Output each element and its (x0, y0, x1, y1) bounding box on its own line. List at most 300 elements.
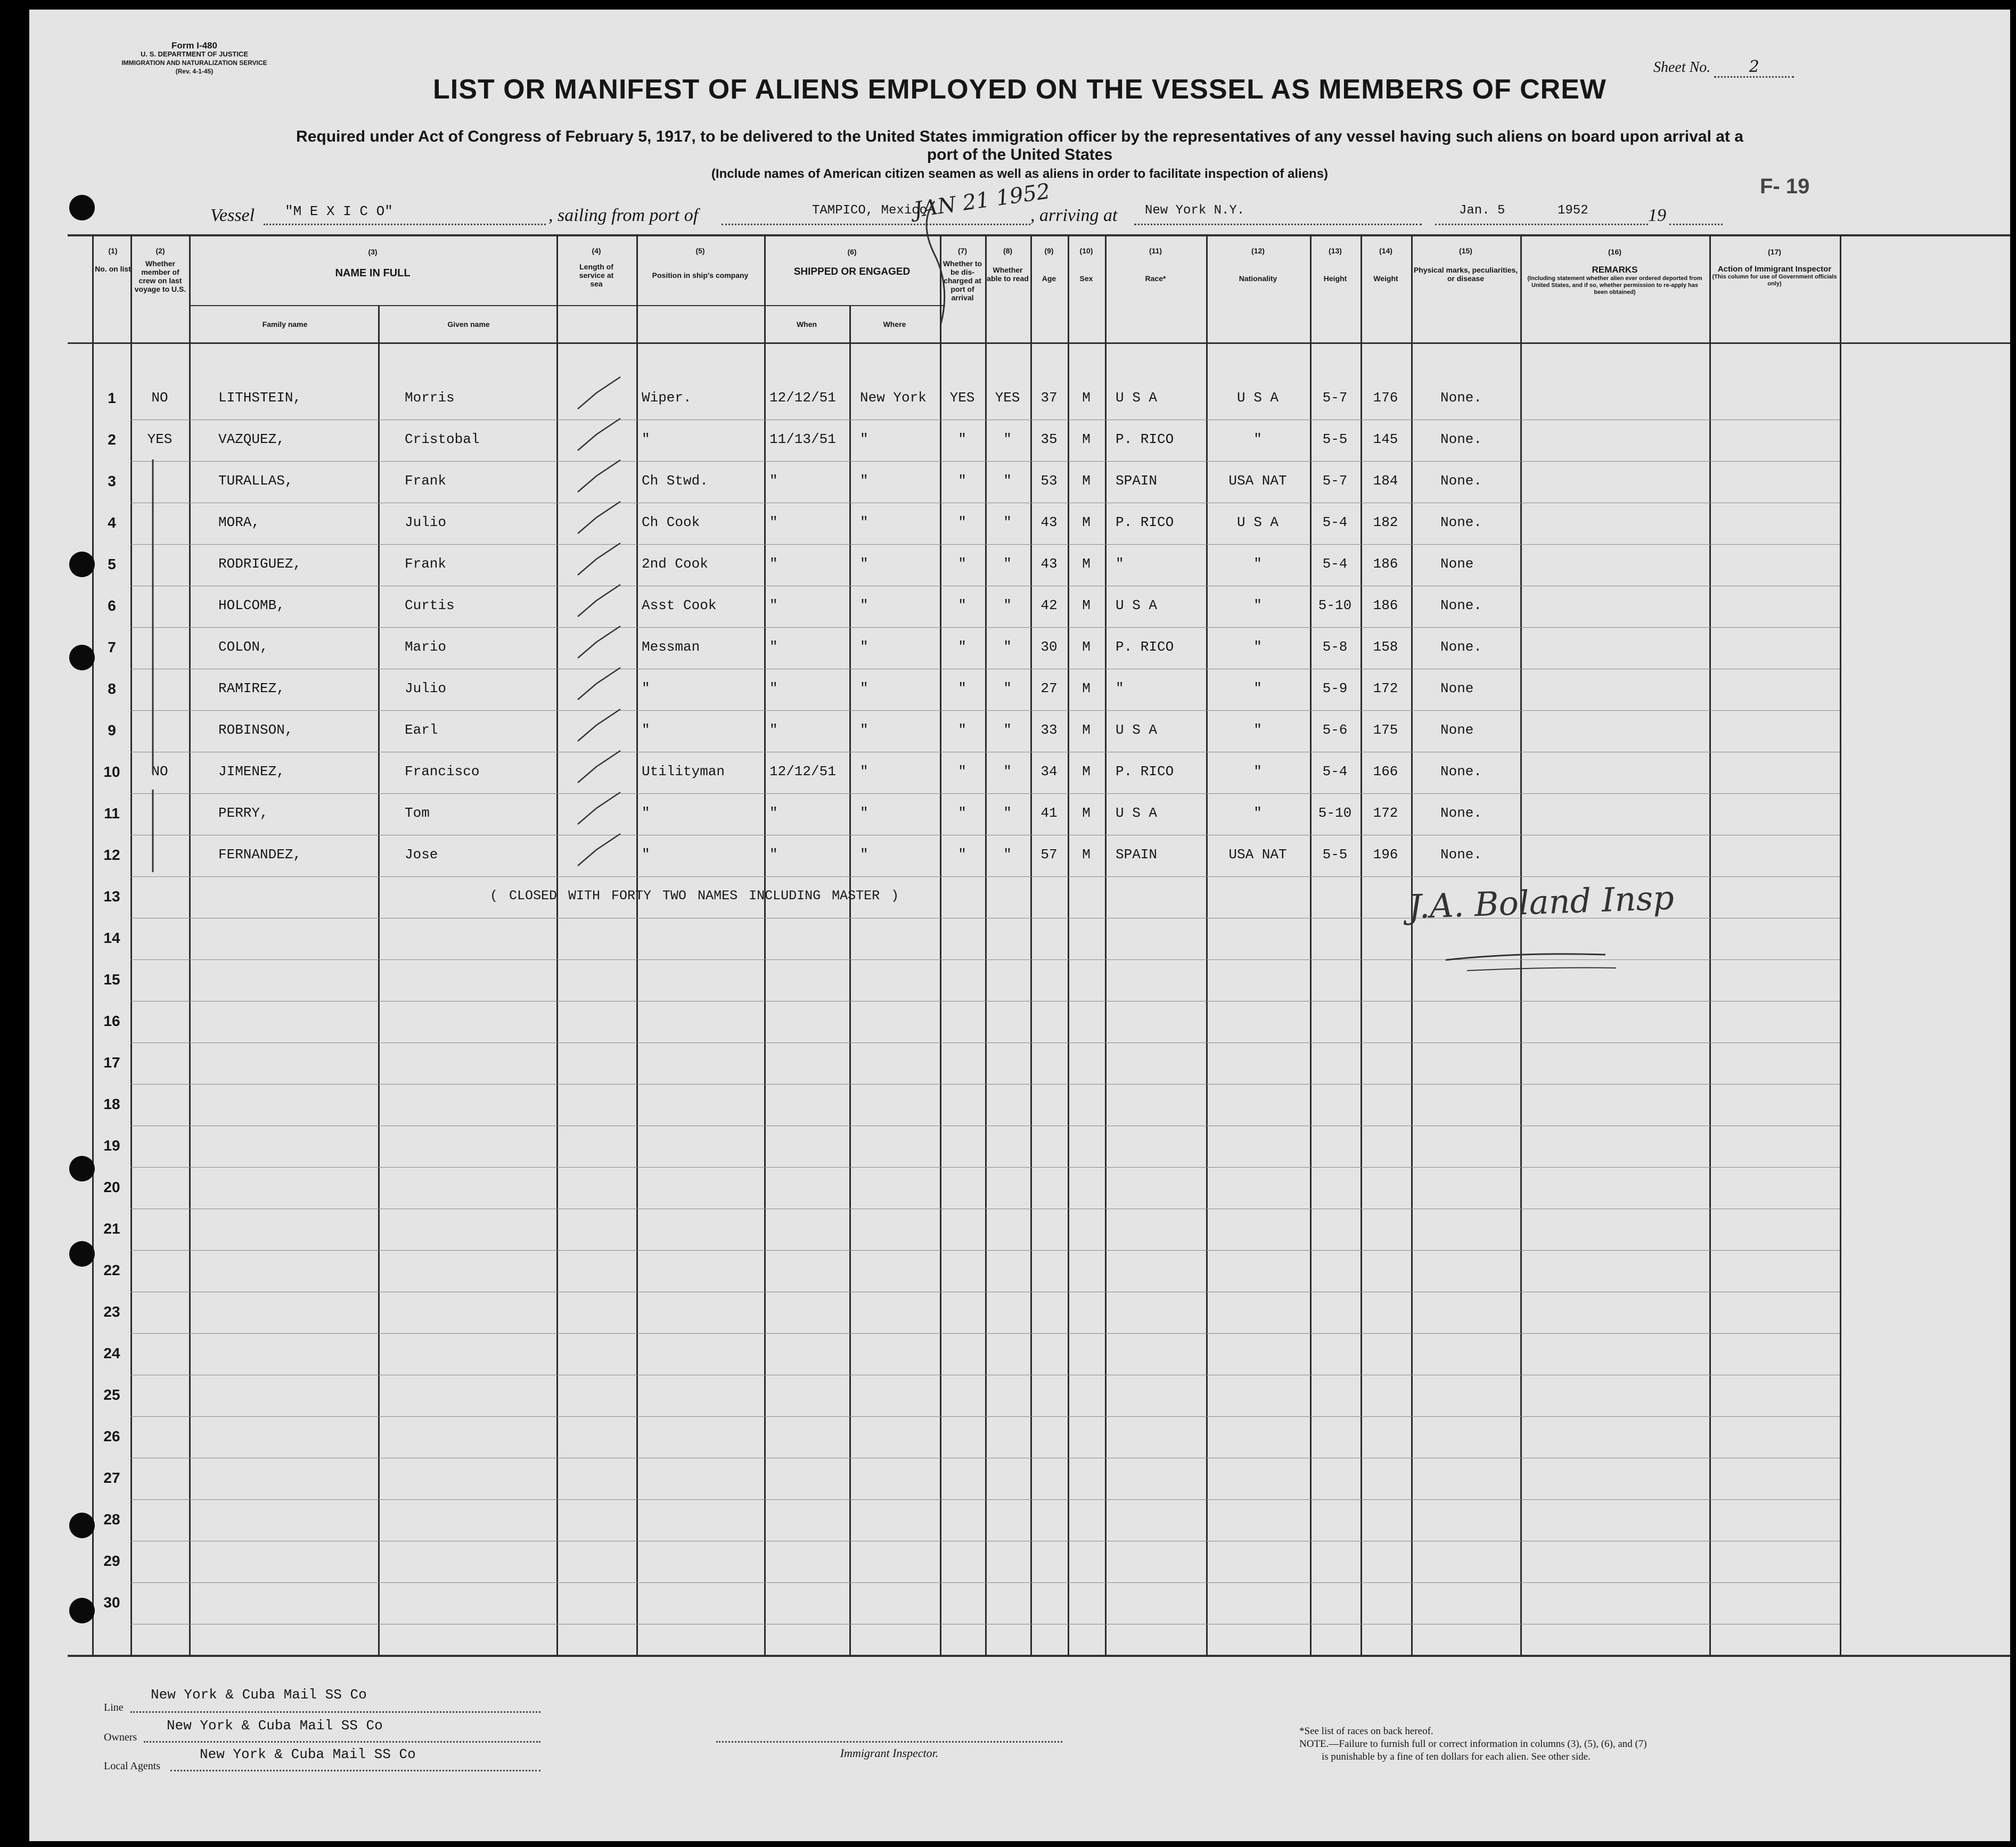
binder-hole (69, 552, 95, 577)
race-cell: P. RICO (1116, 514, 1174, 530)
shipped-when-cell: 12/12/51 (769, 764, 836, 779)
service-tick-mark (578, 502, 620, 533)
age-cell: 57 (1040, 847, 1058, 863)
family-name-cell: RAMIREZ, (218, 680, 285, 696)
discharged-cell: " (958, 514, 966, 530)
col-6-label: SHIPPED OR ENGAGED (793, 266, 911, 277)
line-number: 12 (103, 847, 120, 863)
col-5-number: (5) (695, 247, 705, 255)
discharged-cell: " (958, 764, 966, 779)
subtitle-line-1: Required under Act of Congress of February 5, 1917, to be delivered to the United States immigration officer by the representatives of any vessel having such aliens on board upon arrival at a (296, 128, 1743, 145)
last-voyage-cell: NO (151, 390, 168, 406)
col-8-label: Whether able to read (987, 266, 1029, 283)
weight-cell: 184 (1373, 473, 1398, 489)
able-to-read-cell: " (1003, 431, 1012, 447)
line-number: 22 (103, 1262, 120, 1278)
line-number: 21 (103, 1220, 120, 1237)
age-cell: 41 (1040, 805, 1058, 821)
race-cell: P. RICO (1116, 431, 1174, 447)
shipped-when-cell: " (769, 805, 778, 821)
discharged-cell: " (958, 680, 966, 696)
able-to-read-cell: " (1003, 805, 1012, 821)
service-tick-mark (578, 792, 620, 824)
family-name-cell: HOLCOMB, (218, 597, 285, 613)
shipped-where-cell: " (860, 514, 868, 530)
physical-marks-cell: None. (1440, 473, 1482, 489)
col-6-number: (6) (847, 248, 857, 256)
nationality-cell: U S A (1236, 390, 1279, 406)
sex-cell: M (1082, 639, 1091, 655)
weight-cell: 175 (1373, 722, 1398, 738)
nationality-cell: " (1253, 597, 1262, 613)
col-9-label: Age (1042, 274, 1056, 283)
inspector-dotline (716, 1741, 1062, 1743)
col-2-number: (2) (155, 247, 165, 255)
sheet-number-label: Sheet No. (1653, 59, 1711, 76)
age-cell: 37 (1040, 390, 1058, 406)
sex-cell: M (1082, 514, 1091, 530)
nationality-cell: " (1253, 805, 1262, 821)
position-cell: " (642, 722, 650, 738)
col-6b-header: Where (883, 320, 906, 329)
line-number: 6 (108, 597, 116, 614)
line-number: 9 (108, 722, 116, 738)
age-cell: 33 (1040, 722, 1058, 738)
height-cell: 5-5 (1322, 847, 1348, 863)
discharged-cell: " (958, 847, 966, 863)
owners-label: Owners (104, 1731, 137, 1743)
arrival-date: Jan. 5 (1459, 203, 1505, 218)
page-title: LIST OR MANIFEST OF ALIENS EMPLOYED ON THE VESSEL AS MEMBERS OF CREW (433, 74, 1607, 105)
service-tick-mark (578, 585, 620, 617)
weight-cell: 176 (1373, 390, 1398, 406)
shipped-when-cell: " (769, 597, 778, 613)
form-revision: (Rev. 4-1-45) (175, 68, 214, 75)
shipped-when-cell: 12/12/51 (769, 390, 836, 406)
shipped-where-cell: " (860, 597, 868, 613)
family-name-cell: COLON, (218, 639, 268, 655)
stamp-circle (927, 201, 945, 324)
col-12-number: (12) (1251, 247, 1265, 255)
line-number: 13 (103, 888, 120, 905)
shipped-where-cell: " (860, 847, 868, 863)
shipped-when-cell: " (769, 556, 778, 572)
able-to-read-cell: " (1003, 680, 1012, 696)
family-name-cell: RODRIGUEZ, (218, 556, 302, 572)
line-number: 25 (103, 1386, 120, 1403)
service-tick-marks (578, 377, 620, 866)
binder-hole (69, 645, 95, 670)
sex-cell: M (1082, 805, 1091, 821)
given-name-cell: Julio (405, 680, 447, 696)
height-cell: 5-4 (1322, 514, 1348, 530)
family-name-cell: FERNANDEZ, (218, 847, 302, 863)
position-cell: " (642, 805, 650, 821)
shipped-where-cell: " (860, 764, 868, 779)
service-tick-mark (578, 460, 620, 492)
inspector-label: Immigrant Inspector. (840, 1746, 939, 1760)
shipped-when-cell: 11/13/51 (769, 431, 836, 447)
race-cell: " (1116, 680, 1124, 696)
height-cell: 5-10 (1318, 805, 1352, 821)
race-cell: U S A (1116, 597, 1158, 613)
discharged-cell: " (958, 639, 966, 655)
footnote (1299, 1725, 1647, 1763)
race-cell: P. RICO (1116, 764, 1174, 779)
position-cell: 2nd Cook (642, 556, 708, 572)
able-to-read-cell: " (1003, 764, 1012, 779)
height-cell: 5-4 (1322, 556, 1348, 572)
physical-marks-cell: None. (1440, 805, 1482, 821)
shipped-where-cell: " (860, 473, 868, 489)
weight-cell: 158 (1373, 639, 1398, 655)
physical-marks-cell: None. (1440, 514, 1482, 530)
col-13-number: (13) (1329, 247, 1342, 255)
shipped-when-cell: " (769, 680, 778, 696)
binder-hole (69, 1513, 95, 1538)
arriving-label: , arriving at (1030, 206, 1118, 225)
col-16-sublabel: (Including statement whether alien ever ordered deported from United States, and if so, whether permission to re-apply has been obtained) (1527, 275, 1702, 295)
col-5-label: Position in ship's company (652, 271, 749, 280)
shipped-when-cell: " (769, 639, 778, 655)
service-tick-mark (578, 543, 620, 575)
line-number: 8 (108, 680, 116, 697)
line-number: 28 (103, 1511, 120, 1528)
corner-mark: F- 19 (1760, 175, 1810, 198)
age-cell: 43 (1040, 556, 1058, 572)
line-number: 27 (103, 1470, 120, 1486)
position-cell: Messman (642, 639, 700, 655)
sex-cell: M (1082, 556, 1091, 572)
line-dotline (130, 1711, 540, 1713)
position-cell: Ch Stwd. (642, 473, 708, 489)
col-2-label: Whether member of crew on last voyage to U.S. (134, 259, 186, 293)
physical-marks-cell: None (1440, 556, 1474, 572)
col-12-label: Nationality (1239, 274, 1277, 283)
form-service: IMMIGRATION AND NATURALIZATION SERVICE (121, 59, 267, 67)
nationality-cell: " (1253, 431, 1262, 447)
physical-marks-cell: None. (1440, 764, 1482, 779)
inspector-signature: J.A. Boland Insp (1407, 878, 1675, 926)
line-number: 1 (108, 390, 116, 406)
sex-cell: M (1082, 431, 1091, 447)
sex-cell: M (1082, 680, 1091, 696)
given-name-cell: Tom (405, 805, 430, 821)
col-11-label: Race* (1145, 274, 1166, 283)
physical-marks-cell: None. (1440, 639, 1482, 655)
family-name-cell: PERRY, (218, 805, 268, 821)
service-tick-mark (578, 418, 620, 450)
shipped-when-cell: " (769, 847, 778, 863)
line-number: 5 (108, 556, 116, 572)
col-4-label: Length of service at sea (579, 262, 614, 288)
manifest-sheet (29, 10, 2010, 1841)
able-to-read-cell: YES (995, 390, 1020, 406)
nationality-cell: " (1253, 680, 1262, 696)
form-department: U. S. DEPARTMENT OF JUSTICE (141, 50, 248, 58)
race-cell: SPAIN (1116, 473, 1158, 489)
position-cell: " (642, 847, 650, 863)
owners-value: New York & Cuba Mail SS Co (167, 1718, 383, 1734)
given-name-cell: Frank (405, 556, 447, 572)
family-name-cell: JIMENEZ, (218, 764, 285, 779)
service-tick-mark (578, 709, 620, 741)
binder-hole (69, 1598, 95, 1623)
footnote-races: *See list of races on back hereof. (1299, 1726, 1433, 1737)
shipped-when-cell: " (769, 473, 778, 489)
weight-cell: 172 (1373, 680, 1398, 696)
col-17-sublabel: (This column for use of Government officials only) (1712, 274, 1837, 287)
col-4-number: (4) (592, 247, 601, 255)
shipped-where-cell: " (860, 680, 868, 696)
line-number: 17 (103, 1054, 120, 1071)
shipped-where-cell: " (860, 556, 868, 572)
height-cell: 5-6 (1322, 722, 1348, 738)
height-cell: 5-9 (1322, 680, 1348, 696)
footnote-penalty-1: NOTE.—Failure to furnish full or correct information in columns (3), (5), (6), and (7) (1299, 1738, 1647, 1750)
able-to-read-cell: " (1003, 597, 1012, 613)
family-name-cell: MORA, (218, 514, 260, 530)
given-name-cell: Julio (405, 514, 447, 530)
col-3-label: NAME IN FULL (335, 267, 411, 279)
race-cell: " (1116, 556, 1124, 572)
shipped-when-cell: " (769, 514, 778, 530)
sex-cell: M (1082, 597, 1091, 613)
shipped-when-cell: " (769, 722, 778, 738)
footnote-penalty-2: is punishable by a fine of ten dollars for each alien. See other side. (1322, 1751, 1591, 1762)
line-number: 24 (103, 1345, 120, 1361)
col-15-label: Physical marks, peculiarities, or disease (1413, 266, 1518, 283)
col-16-label: REMARKS (1592, 265, 1638, 275)
line-label: Line (104, 1702, 124, 1713)
able-to-read-cell: " (1003, 722, 1012, 738)
col-1-number: (1) (108, 247, 118, 255)
sailing-label: , sailing from port of (548, 206, 699, 225)
col-9-number: (9) (1044, 247, 1054, 255)
physical-marks-cell: None (1440, 680, 1474, 696)
service-tick-mark (578, 377, 620, 409)
col-13-label: Height (1323, 274, 1347, 283)
height-cell: 5-10 (1318, 597, 1352, 613)
pen-marks (29, 10, 2010, 1841)
position-cell: Asst Cook (642, 597, 717, 613)
able-to-read-cell: " (1003, 473, 1012, 489)
subtitle-include: (Include names of American citizen seamen as well as aliens in order to facilitate inspection of aliens) (711, 167, 1329, 181)
line-number: 15 (103, 971, 120, 988)
col-3a-header: Family name (262, 320, 308, 329)
line-number: 3 (108, 473, 116, 489)
vessel-label: Vessel (210, 206, 255, 225)
age-cell: 42 (1040, 597, 1058, 613)
subtitle-line-2: port of the United States (927, 146, 1113, 163)
shipped-where-cell: " (860, 639, 868, 655)
position-cell: " (642, 431, 650, 447)
nationality-cell: U S A (1236, 514, 1279, 530)
shipped-where-cell: " (860, 431, 868, 447)
weight-cell: 182 (1373, 514, 1398, 530)
race-cell: U S A (1116, 805, 1158, 821)
shipped-where-cell: " (860, 805, 868, 821)
discharged-cell: " (958, 431, 966, 447)
line-number: 18 (103, 1096, 120, 1112)
sheet-number-value: 2 (1714, 58, 1794, 78)
arrival-year: 1952 (1558, 203, 1588, 218)
race-cell: U S A (1116, 390, 1158, 406)
family-name-cell: LITHSTEIN, (218, 390, 302, 406)
col-11-number: (11) (1149, 247, 1162, 255)
nationality-cell: USA NAT (1228, 473, 1287, 489)
weight-cell: 172 (1373, 805, 1398, 821)
line-value: New York & Cuba Mail SS Co (151, 1687, 367, 1703)
age-cell: 43 (1040, 514, 1058, 530)
agents-value: New York & Cuba Mail SS Co (200, 1746, 416, 1762)
age-cell: 30 (1040, 639, 1058, 655)
physical-marks-cell: None. (1440, 847, 1482, 863)
discharged-cell: " (958, 722, 966, 738)
service-tick-mark (578, 751, 620, 783)
col-14-label: Weight (1373, 274, 1398, 283)
discharged-cell: " (958, 597, 966, 613)
able-to-read-cell: " (1003, 639, 1012, 655)
shipped-where-cell: " (860, 722, 868, 738)
weight-cell: 145 (1373, 431, 1398, 447)
family-name-cell: ROBINSON, (218, 722, 293, 738)
col-16-number: (16) (1608, 248, 1621, 256)
family-name-cell: TURALLAS, (218, 473, 293, 489)
signature-underline (1446, 954, 1605, 960)
col-14-number: (14) (1379, 247, 1392, 255)
physical-marks-cell: None. (1440, 431, 1482, 447)
nationality-cell: " (1253, 639, 1262, 655)
line-number: 10 (103, 764, 120, 780)
discharged-cell: " (958, 556, 966, 572)
line-number: 14 (103, 930, 120, 946)
sex-cell: M (1082, 722, 1091, 738)
line-number: 23 (103, 1303, 120, 1320)
binder-hole (69, 1241, 95, 1267)
col-7-number: (7) (957, 247, 968, 255)
sex-cell: M (1082, 847, 1091, 863)
col-10-number: (10) (1079, 247, 1093, 255)
able-to-read-cell: " (1003, 514, 1012, 530)
line-number: 11 (104, 805, 120, 822)
weight-cell: 196 (1373, 847, 1398, 863)
given-name-cell: Mario (405, 639, 447, 655)
race-cell: SPAIN (1116, 847, 1158, 863)
arriving-value: New York N.Y. (1145, 203, 1245, 218)
discharged-cell: YES (949, 390, 975, 406)
discharged-cell: " (958, 805, 966, 821)
discharged-cell: " (958, 473, 966, 489)
year-prefix: 19 (1648, 206, 1666, 225)
binder-hole (69, 1156, 95, 1181)
given-name-cell: Cristobal (405, 431, 480, 447)
col-1-label: No. on list (95, 265, 131, 273)
last-voyage-cell: YES (147, 431, 173, 447)
nationality-cell: " (1253, 722, 1262, 738)
given-name-cell: Curtis (405, 597, 455, 613)
col-3-number: (3) (368, 248, 378, 256)
line-number: 7 (108, 639, 116, 655)
age-cell: 34 (1040, 764, 1058, 779)
given-name-cell: Morris (405, 390, 455, 406)
physical-marks-cell: None (1440, 722, 1474, 738)
height-cell: 5-4 (1322, 764, 1348, 779)
given-name-cell: Frank (405, 473, 447, 489)
age-cell: 27 (1040, 680, 1058, 696)
closing-note: ( CLOSED WITH FORTY TWO NAMES INCLUDING MASTER ) (490, 888, 899, 904)
position-cell: Wiper. (642, 390, 692, 406)
signature-underline-2 (1467, 968, 1616, 971)
line-number: 26 (103, 1428, 120, 1444)
position-cell: Ch Cook (642, 514, 700, 530)
line-number: 19 (103, 1137, 120, 1154)
service-tick-mark (578, 668, 620, 700)
position-cell: Utilityman (642, 764, 725, 779)
able-to-read-cell: " (1003, 847, 1012, 863)
service-tick-mark (578, 834, 620, 866)
nationality-cell: USA NAT (1228, 847, 1287, 863)
owners-dotline (144, 1741, 540, 1743)
col-15-number: (15) (1459, 247, 1472, 255)
shipped-where-cell: New York (860, 390, 927, 406)
height-cell: 5-7 (1322, 473, 1348, 489)
sailing-value: TAMPICO, Mexico (812, 203, 928, 218)
line-number: 16 (103, 1013, 120, 1029)
physical-marks-cell: None. (1440, 597, 1482, 613)
vessel-value: "M E X I C O" (285, 203, 393, 219)
agents-label: Local Agents (104, 1760, 161, 1772)
service-tick-mark (578, 626, 620, 658)
form-number: Form I-480 (171, 40, 217, 51)
col-7-label: Whether to be dis- charged at port of arrival (943, 259, 982, 302)
able-to-read-cell: " (1003, 556, 1012, 572)
race-cell: U S A (1116, 722, 1158, 738)
family-name-cell: VAZQUEZ, (218, 431, 285, 447)
weight-cell: 186 (1373, 556, 1398, 572)
col-3b-header: Given name (447, 320, 490, 329)
nationality-cell: " (1253, 764, 1262, 779)
sex-cell: M (1082, 473, 1091, 489)
received-stamp: JAN 21 1952 (912, 179, 1052, 223)
position-cell: " (642, 680, 650, 696)
last-voyage-cell: NO (151, 764, 168, 779)
age-cell: 53 (1040, 473, 1058, 489)
given-name-cell: Earl (405, 722, 438, 738)
col-6a-header: When (796, 320, 817, 329)
height-cell: 5-8 (1322, 639, 1348, 655)
col-17-number: (17) (1768, 248, 1781, 256)
sex-cell: M (1082, 764, 1091, 779)
height-cell: 5-5 (1322, 431, 1348, 447)
sex-cell: M (1082, 390, 1091, 406)
line-number: 30 (103, 1594, 120, 1611)
nationality-cell: " (1253, 556, 1262, 572)
col-10-label: Sex (1079, 274, 1093, 283)
race-cell: P. RICO (1116, 639, 1174, 655)
weight-cell: 186 (1373, 597, 1398, 613)
given-name-cell: Francisco (405, 764, 480, 779)
weight-cell: 166 (1373, 764, 1398, 779)
line-number: 4 (108, 514, 116, 531)
agents-dotline (170, 1770, 540, 1771)
col-17-label: Action of Immigrant Inspector (1717, 265, 1832, 274)
given-name-cell: Jose (405, 847, 438, 863)
age-cell: 35 (1040, 431, 1058, 447)
binder-hole (69, 195, 95, 220)
col-8-number: (8) (1003, 247, 1013, 255)
line-number: 20 (103, 1179, 120, 1195)
